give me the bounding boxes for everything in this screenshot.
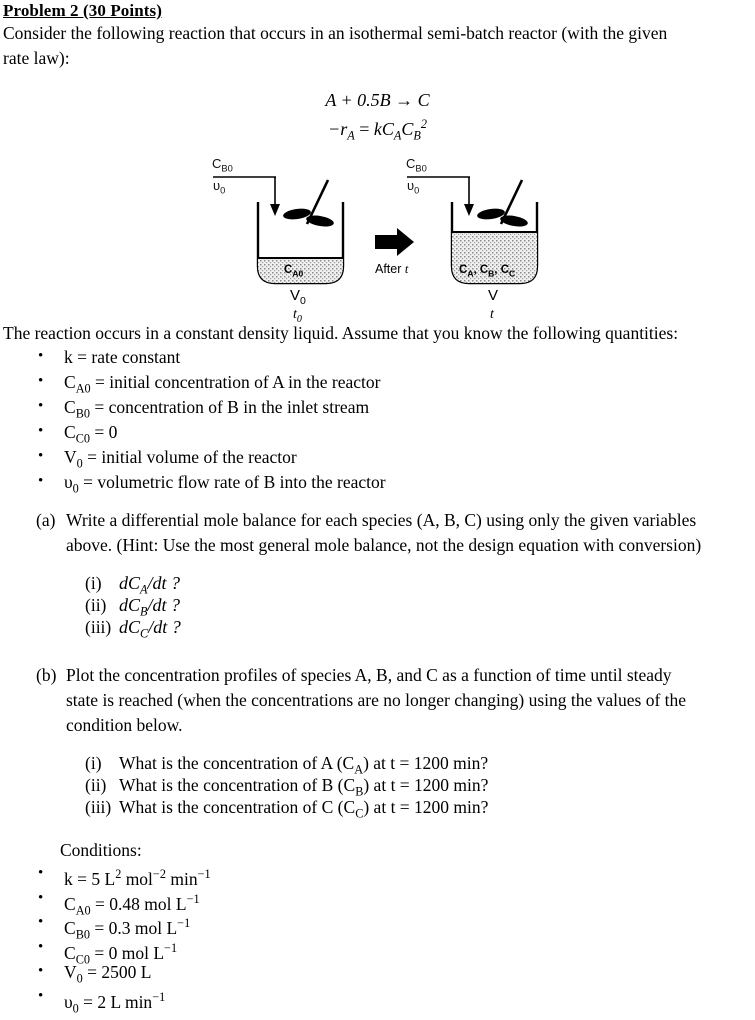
- quantity-description: = rate constant: [72, 347, 181, 367]
- right-time-label: t: [490, 307, 494, 322]
- left-volume-sub: 0: [300, 295, 306, 307]
- right-species-c-sub: C: [509, 268, 516, 279]
- condition-value: = 2 L min: [78, 991, 153, 1012]
- part-b: [36, 663, 754, 738]
- left-volume-label: $V_0$: [290, 287, 306, 307]
- subitem-text: What is the concentration of A $(C_A)$ at t = 1200 min?: [119, 753, 489, 777]
- reactor-diagram-svg: [0, 152, 755, 312]
- quantity-subscript: A0: [75, 381, 91, 396]
- derivative-expression: $dC_C/dt$ ?: [119, 617, 181, 641]
- left-impeller-stirrer-icon: [282, 180, 334, 228]
- condition-value: = 0.3 mol L: [89, 917, 178, 938]
- list-item: [85, 752, 489, 777]
- left-time-label: $t_0$: [293, 307, 302, 325]
- given-quantities-list: [36, 345, 386, 495]
- reaction-equations: [0, 88, 755, 148]
- list-item: [36, 887, 211, 917]
- left-time-sub: 0: [296, 313, 302, 325]
- right-inlet-flow-sub: 0: [414, 185, 420, 196]
- condition-exponent: −1: [197, 867, 211, 881]
- part-b-marker: (b): [36, 665, 57, 685]
- subitem-marker: (i): [85, 573, 102, 593]
- list-item: [85, 616, 181, 641]
- list-item: [36, 911, 211, 942]
- intro-line-2: rate law):: [3, 48, 70, 68]
- subitem-marker: (iii): [85, 797, 112, 817]
- condition-symbol: C: [64, 942, 76, 963]
- quantity-subscript: 0: [72, 481, 79, 496]
- left-inlet-flow-sub: 0: [220, 185, 226, 196]
- condition-exponent: −1: [152, 989, 166, 1004]
- quantity-description: = 0: [89, 422, 118, 442]
- subitem-marker: (ii): [85, 775, 107, 795]
- condition-subscript: 0: [76, 971, 83, 986]
- intro-line-1: Consider the following reaction that occurs in an isothermal semi-batch reactor (with the given: [3, 23, 668, 43]
- intro-paragraph: [3, 21, 753, 71]
- quantity-description: = initial volume of the reactor: [82, 447, 297, 467]
- condition-subscript: B0: [75, 927, 90, 942]
- right-vessel-species-labels: $C_A$, $C_B$, $C_C$: [459, 264, 516, 279]
- transition-caption-variable: t: [404, 262, 409, 276]
- quantity-symbol: C: [64, 397, 76, 417]
- condition-symbol: C: [64, 893, 76, 914]
- right-species-a-sub: A: [467, 268, 474, 279]
- condition-exponent: −1: [164, 940, 178, 955]
- part-b-subquestions: [85, 752, 489, 821]
- list-item: [36, 960, 211, 985]
- condition-unit-mid: mol: [121, 868, 153, 889]
- rate-law-ca-sub: A: [393, 128, 402, 143]
- quantity-subscript: B0: [75, 406, 90, 421]
- right-arrow-icon: [375, 228, 414, 256]
- right-impeller-stirrer-icon: [476, 180, 528, 228]
- condition-symbol: k: [64, 868, 73, 889]
- semibatch-reactor-diagram: [0, 152, 755, 325]
- part-a-subquestions: [85, 572, 181, 641]
- list-item: [85, 796, 489, 821]
- condition-exponent: −1: [177, 916, 191, 930]
- quantity-description: = initial concentration of A in the reactor: [90, 372, 381, 392]
- part-a: [36, 508, 754, 558]
- left-inlet-concentration-label: $C_{B0}$: [212, 156, 233, 174]
- rate-law-cb-exponent: 2: [420, 117, 427, 131]
- list-item: [36, 985, 211, 1015]
- right-species-b-sub: B: [488, 268, 495, 279]
- reaction-equation: A + 0.5B → C: [325, 90, 430, 110]
- derivative-expression: $dC_A/dt$ ?: [119, 573, 181, 597]
- page-title: Problem 2 (30 Points): [3, 1, 163, 20]
- quantity-description: = concentration of B in the inlet stream: [89, 397, 370, 417]
- list-item: [36, 420, 386, 445]
- condition-symbol: υ: [64, 991, 73, 1012]
- condition-unit-end: min: [165, 868, 198, 889]
- condition-symbol: C: [64, 917, 76, 938]
- rate-law-cb-sub: B: [413, 128, 421, 143]
- part-a-marker: (a): [36, 510, 56, 530]
- quantity-description: = volumetric flow rate of B into the reactor: [78, 472, 386, 492]
- list-item: [85, 774, 489, 799]
- right-inlet-conc-sub: B0: [415, 163, 427, 174]
- conditions-label: Conditions:: [60, 840, 142, 860]
- assumption-line: The reaction occurs in a constant density liquid. Assume that you know the following quantities:: [3, 323, 679, 343]
- condition-exponent: 2: [115, 867, 122, 881]
- part-a-line-1: Write a differential mole balance for each species (A, B, C) using only the given variables: [66, 510, 697, 530]
- condition-subscript: 0: [72, 1000, 79, 1015]
- condition-value: = 2500 L: [82, 962, 152, 982]
- list-item: [36, 936, 211, 966]
- list-item: [36, 862, 211, 887]
- left-vessel-species-label: $C_{A0}$: [284, 264, 304, 279]
- list-item: [36, 470, 386, 495]
- part-a-line-2: above. (Hint: Use the most general mole balance, not the design equation with conversion): [66, 535, 702, 555]
- subitem-text: What is the concentration of B $(C_B)$ at t = 1200 min?: [119, 775, 489, 799]
- condition-subscript: A0: [75, 902, 91, 917]
- condition-subscript: C0: [75, 951, 90, 966]
- list-item: [36, 345, 386, 370]
- condition-value: = 5 L: [72, 868, 116, 889]
- right-inlet-flowrate-label: $\upsilon_0$: [407, 178, 420, 196]
- condition-value: = 0 mol L: [89, 942, 165, 963]
- left-vessel-species-sub: A0: [292, 268, 304, 279]
- rate-law-equation: $-r_A = kC_AC_B^2$: [328, 117, 427, 143]
- subitem-text: What is the concentration of C $(C_C)$ at t = 1200 min?: [119, 797, 489, 821]
- transition-caption-prefix: After: [375, 262, 405, 276]
- condition-exponent: −1: [186, 891, 200, 906]
- subitem-marker: (i): [85, 753, 102, 773]
- condition-value: = 0.48 mol L: [90, 893, 187, 914]
- list-item: [85, 572, 181, 597]
- part-b-line-2: state is reached (when the concentrations are no longer changing) using the values of the: [66, 690, 687, 710]
- left-inlet-conc-sub: B0: [221, 163, 233, 174]
- part-a-text: [66, 508, 754, 558]
- right-volume-label: V: [488, 287, 499, 304]
- condition-symbol: V: [64, 962, 77, 982]
- quantity-symbol: C: [64, 372, 76, 392]
- subitem-marker: (ii): [85, 595, 107, 615]
- right-inlet-concentration-label: $C_{B0}$: [406, 156, 427, 174]
- list-item: [36, 445, 386, 470]
- quantity-symbol: V: [64, 447, 77, 467]
- list-item: [36, 370, 386, 395]
- transition-caption: [375, 262, 408, 277]
- subitem-marker: (iii): [85, 617, 112, 637]
- derivative-expression: $dC_B/dt$ ?: [119, 595, 181, 619]
- quantity-symbol: k: [64, 347, 73, 367]
- quantity-symbol: C: [64, 422, 76, 442]
- part-b-line-3: condition below.: [66, 715, 183, 735]
- quantity-subscript: 0: [76, 456, 83, 471]
- left-inlet-flowrate-label: $\upsilon_0$: [213, 178, 226, 196]
- right-vessel-liquid: [450, 232, 539, 288]
- condition-exponent: −2: [152, 867, 166, 881]
- quantity-subscript: C0: [75, 431, 90, 446]
- list-item: [85, 594, 181, 619]
- part-b-text: [66, 663, 754, 738]
- part-b-line-1: Plot the concentration profiles of species A, B, and C as a function of time until steady: [66, 665, 672, 685]
- quantity-symbol: υ: [64, 472, 73, 492]
- list-item: [36, 395, 386, 420]
- rate-law-species-sub: A: [347, 128, 355, 143]
- conditions-list: [36, 862, 211, 1015]
